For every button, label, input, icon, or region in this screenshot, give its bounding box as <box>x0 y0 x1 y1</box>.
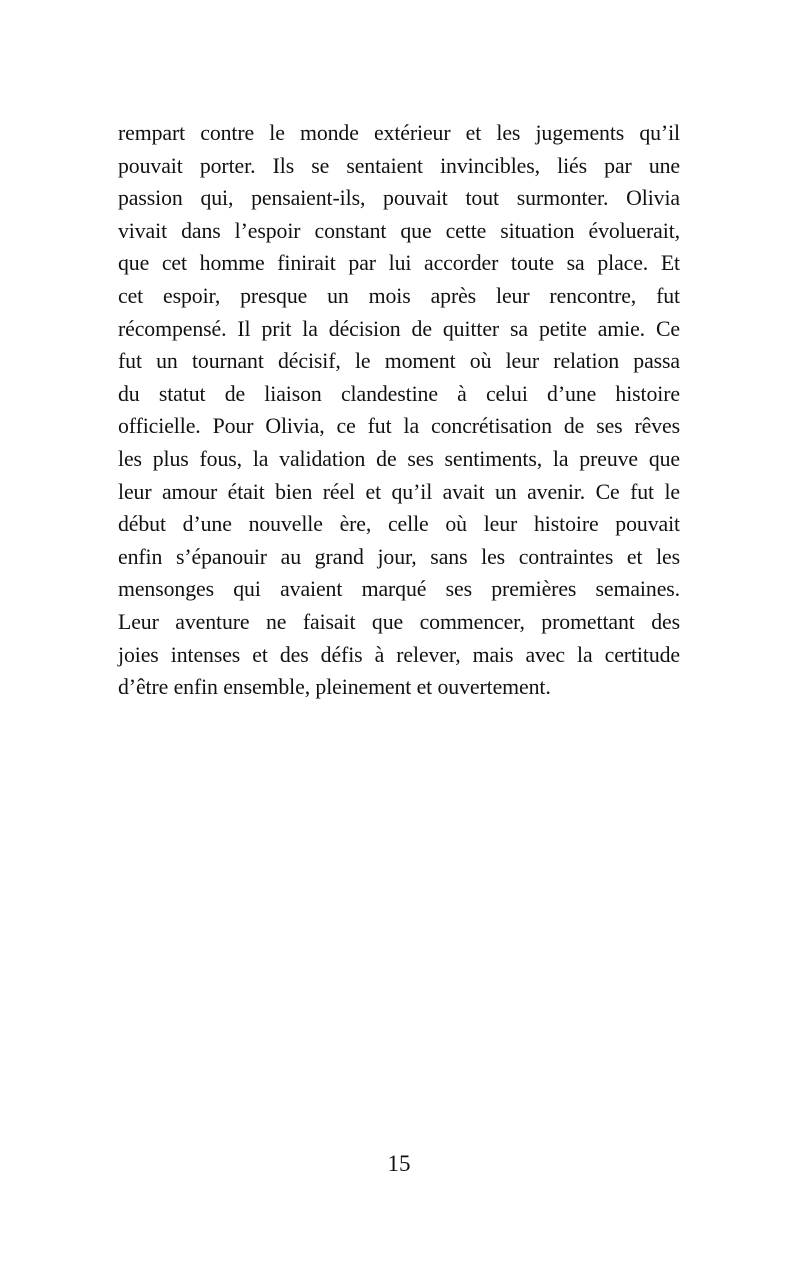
text-line: vivait dans l’espoir constant que cette situation évoluerait, <box>118 218 680 243</box>
text-line: pouvait porter. Ils se sentaient invincibles, liés par une <box>118 153 680 178</box>
text-line: fut un tournant décisif, le moment où leur relation passa <box>118 349 680 374</box>
text-line: mensonges qui avaient marqué ses premières semaines. <box>118 577 680 602</box>
page-number: 15 <box>387 1151 411 1176</box>
text-line: récompensé. Il prit la décision de quitter sa petite amie. Ce <box>118 316 680 341</box>
text-line: officielle. Pour Olivia, ce fut la concrétisation de ses rêves <box>118 414 680 439</box>
text-line: que cet homme finirait par lui accorder toute sa place. Et <box>118 251 680 276</box>
text-line: les plus fous, la validation de ses sentiments, la preuve que <box>118 446 680 471</box>
body-text <box>118 117 680 704</box>
text-line: enfin s’épanouir au grand jour, sans les contraintes et les <box>118 544 680 569</box>
text-line: joies intenses et des défis à relever, mais avec la certitude <box>118 642 680 667</box>
text-line-last: d’être enfin ensemble, pleinement et ouvertement. <box>118 675 551 700</box>
text-line: du statut de liaison clandestine à celui d’une histoire <box>118 381 680 406</box>
text-line: rempart contre le monde extérieur et les jugements qu’il <box>118 121 680 145</box>
text-line: leur amour était bien réel et qu’il avait un avenir. Ce fut le <box>118 479 680 504</box>
text-line: début d’une nouvelle ère, celle où leur histoire pouvait <box>118 512 680 537</box>
text-line: passion qui, pensaient-ils, pouvait tout surmonter. Olivia <box>118 186 680 211</box>
text-line: Leur aventure ne faisait que commencer, promettant des <box>118 609 680 634</box>
text-line: cet espoir, presque un mois après leur rencontre, fut <box>118 283 680 308</box>
